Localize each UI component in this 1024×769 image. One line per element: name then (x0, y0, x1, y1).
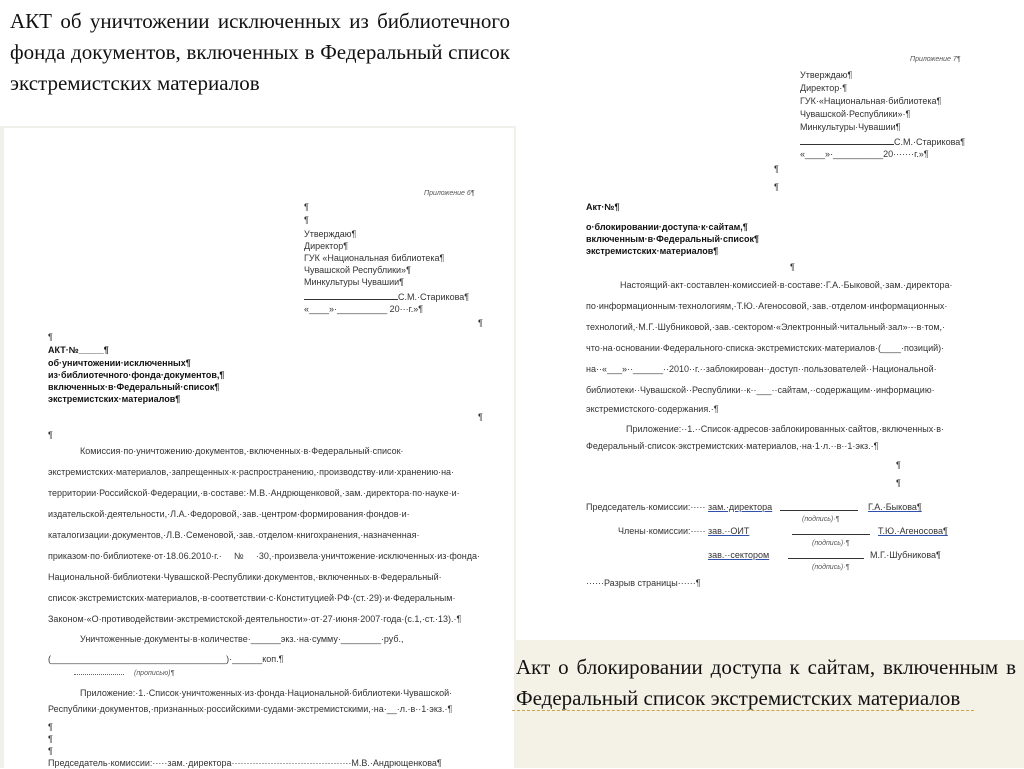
body-line: на··«___»··______··2010··г.··заблокирован··доступ··пользователей··Национальной· (586, 364, 937, 374)
body-line: приказом·по·библиотеке·от·18.06.2010·г.·№·30,·произвела·уничтожение·исключенных·из·фонда· (48, 551, 480, 561)
member1-name: Т.Ю.·Агеносова¶ (878, 526, 948, 536)
signature-line (304, 291, 469, 303)
act-title-line: из·библиотечного·фонда·документов,¶ (48, 370, 225, 380)
pilcrow: ¶ (790, 262, 795, 272)
podpis-label: (подпись)·¶ (812, 564, 850, 571)
approve-line: Минкультуры Чувашии¶ (304, 277, 404, 287)
date-line: «____»·__________20·······г.»¶ (800, 149, 929, 159)
page-break-marker: ······Разрыв страницы······¶ (586, 578, 701, 588)
body-line: что·на·основании·Федерального·списка·экстремистских·материалов·(____·позиций)· (586, 343, 945, 353)
blocking-act-caption: Акт о блокировании доступа к сайтам, включенным в Федеральный список экстремистских материалов (516, 655, 1016, 710)
destroyed-sum-line: (___________________________________)·______коп.¶ (48, 654, 284, 664)
signature-blank (780, 502, 858, 514)
body-line: по·информационным·технологиям,·Т.Ю.·Агеносовой,·зав.·отделом·информационных· (586, 301, 948, 311)
pilcrow: ¶ (304, 202, 309, 212)
date-line: «____»·__________ 20···г.»¶ (304, 304, 424, 314)
approve-line: Утверждаю¶ (800, 70, 853, 80)
approve-line: ГУК «Национальная библиотека¶ (304, 253, 445, 263)
signature-blank (800, 136, 894, 145)
appendix-text: Республики·документов,·признанных·российскими·судами·экстремистскими,·на·__·л.·в··1·экз.·¶ (48, 704, 453, 714)
pilcrow: ¶ (478, 318, 483, 328)
blocking-act-document (516, 40, 1024, 640)
body-line: экстремистских·материалов,·запрещенных·к·распространению,·производству·или·хранению·на· (48, 467, 455, 477)
pilcrow: ¶ (48, 332, 53, 342)
members-label: Члены·комиссии:····· (618, 526, 706, 536)
signature-blank (304, 291, 398, 300)
signature-blank (792, 526, 870, 538)
act-title-line: экстремистских·материалов¶ (48, 394, 181, 404)
act-title-line: экстремистских·материалов¶ (586, 246, 719, 256)
approve-line: Чувашской·Республики»·¶ (800, 109, 911, 119)
appendix-text: Приложение:·1.·Список·уничтоженных·из·фонда·Национальной·библиотеки·Чувашской· (80, 688, 453, 698)
body-line: Настоящий·акт·составлен·комиссией·в·составе:·Г.А.·Быковой,·зам.·директора· (620, 280, 953, 290)
approve-line: Чувашской Республики»¶ (304, 265, 411, 275)
chairman-line: Председатель·комиссии:·····зам.·директора········································М.В.·Андрющенкова¶ (48, 758, 442, 768)
appendix-label: Приложение 7¶ (910, 56, 961, 63)
destruction-act-document (4, 128, 514, 768)
pilcrow: ¶ (48, 746, 53, 756)
signature-blank (788, 550, 864, 562)
act-title-line: включенным·в·Федеральный·список¶ (586, 234, 759, 244)
director-signature: С.М.·Старикова¶ (894, 137, 966, 147)
slide-title: АКТ об уничтожении исключенных из библиотечного фонда документов, включенных в Федеральный список экстремистских материалов (10, 9, 510, 95)
body-line: экстремистского·содержания.·¶ (586, 404, 719, 414)
member2-position: зав.··сектором (708, 550, 770, 560)
pilcrow: ¶ (48, 722, 53, 732)
pilcrow: ¶ (478, 412, 483, 422)
chairman-position: зам.·директора (708, 502, 773, 512)
approve-line: Утверждаю¶ (304, 229, 357, 239)
signature-blank (780, 502, 858, 511)
member1-position: зав.··ОИТ (708, 526, 750, 536)
podpis-label: (подпись)·¶ (812, 540, 850, 547)
body-line: технологий,·М.Г.·Шубниковой,·зав.·сектором·«Электронный·читальный·зал»·-·в·том,· (586, 322, 946, 332)
appendix-text: Федеральный·список·экстремистских·материалов,·на·1·л.··в··1·экз.·¶ (586, 441, 879, 451)
chairman-name: Г.А.·Быкова¶ (868, 502, 922, 512)
appendix-label: Приложение 6¶ (424, 190, 475, 197)
body-line: издательской·деятельности,·Л.А.·Федоровой,·зав.·центром·формирования·фондов·и· (48, 509, 410, 519)
act-title-line: об·уничтожении·исключенных¶ (48, 358, 191, 368)
pilcrow: ¶ (48, 430, 53, 440)
signature-blank (792, 526, 870, 535)
act-number: Акт·№¶ (586, 202, 620, 212)
appendix-text: Приложение:··1.··Список·адресов·заблокированных·сайтов,·включенных·в· (626, 424, 945, 434)
signature-line (800, 136, 965, 148)
act-number: АКТ·№_____¶ (48, 345, 109, 355)
body-line: Комиссия·по·уничтожению·документов,·включенных·в·Федеральный·список· (80, 446, 404, 456)
director-signature: С.М.·Старикова¶ (398, 292, 470, 302)
approve-line: Директор·¶ (800, 83, 848, 93)
act-title-line: о·блокировании·доступа·к·сайтам,¶ (586, 222, 748, 232)
body-line: Национальной·библиотеки·Чувашской·Республики·документов,·включенных·в·Федеральный· (48, 572, 442, 582)
podpis-label: (подпись)·¶ (802, 516, 840, 523)
pilcrow: ¶ (48, 734, 53, 744)
body-line: каталогизации·документов,·Л.В.·Семеновой,·зав.·отделом·книгохранения,·назначенная· (48, 530, 420, 540)
approve-line: Минкультуры·Чувашии¶ (800, 122, 901, 132)
pilcrow: ¶ (896, 478, 901, 488)
pilcrow: ¶ (774, 164, 779, 174)
propis-label: (прописью)¶ (134, 670, 175, 677)
pilcrow: ¶ (774, 182, 779, 192)
chairman-label: Председатель·комиссии:····· (586, 502, 706, 512)
dotted-rule (74, 674, 124, 675)
approve-line: ГУК·«Национальная·библиотека¶ (800, 96, 942, 106)
approve-line: Директор¶ (304, 241, 349, 251)
pilcrow: ¶ (304, 215, 309, 225)
body-line: список·экстремистских·материалов,·в·соответствии·с·Конституцией·РФ·(ст.·29)·и·Федеральным· (48, 593, 456, 603)
signature-blank (788, 550, 864, 559)
body-line: библиотеки··Чувашской··Республики··к··___··сайтам,··содержащим··информацию· (586, 385, 935, 395)
body-line: территории·Российской·Федерации,·в·составе:·М.В.·Андрющенковой,·зам.·директора·по·науке·и· (48, 488, 460, 498)
act-title-line: включенных·в·Федеральный·список¶ (48, 382, 220, 392)
body-line: Законом·«О·противодействии·экстремистской·деятельности»·от·27·июня·2007·года·(с.1,·ст.·13).·¶ (48, 614, 462, 624)
member2-name: М.Г.·Шубникова¶ (870, 550, 941, 560)
destroyed-count-line: Уничтоженные·документы·в·количестве·______экз.·на·сумму·________·руб., (80, 634, 404, 644)
pilcrow: ¶ (896, 460, 901, 470)
